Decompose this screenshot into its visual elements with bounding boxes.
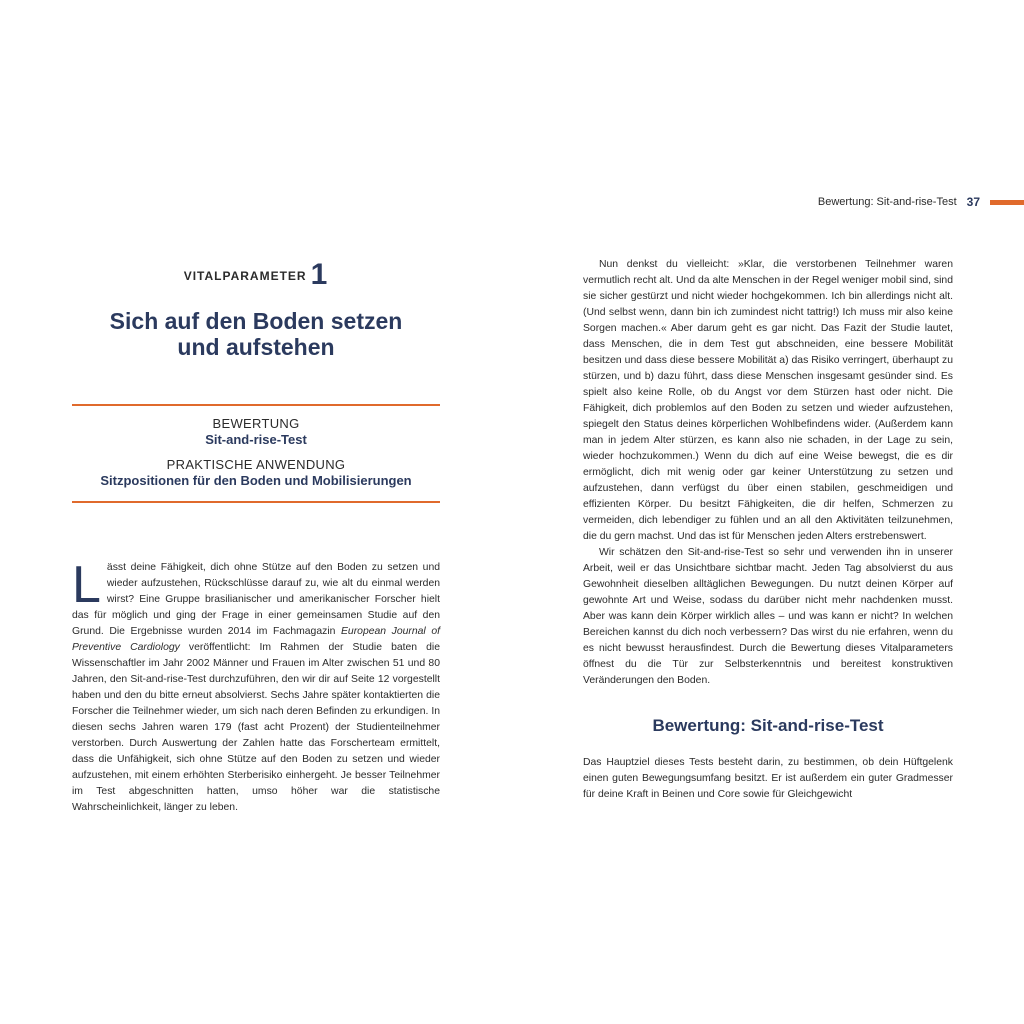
vital-parameter-label — [72, 258, 440, 292]
vital-parameter-number: 1 — [310, 258, 329, 291]
intro-paragraph — [72, 556, 440, 816]
infobox-bottom-rule — [72, 501, 440, 503]
right-column — [583, 257, 953, 803]
assessment-value: Sit-and-rise-Test — [205, 432, 307, 447]
chapter-title — [72, 308, 440, 360]
page-number: 37 — [966, 195, 980, 209]
intro-text-part-2: veröffentlicht: Im Rahmen der Studie baten die Wissenschaftler im Jahr 2002 Männer und Frauen im Alter zwischen 51 und 80 Jahren, den Sit-and-rise-Test durchzuführen, den wir dir auf Seite 12 vorgestellt haben und den du bitte erneut absolvierst. Sechs Jahre später kontaktierten die Forscher die Teilnehmer wieder, um sich nach deren Befinden zu erkundigen. In diesen sechs Jahren waren 179 (fast acht Prozent) der Studienteilnehmer verstorben. Durch Auswertung der Zahlen hatte das Forscherteam ermittelt, dass die Unfähigkeit, sich ohne Stütze auf den Boden zu setzen und wieder aufzustehen, mit einem erhöhten Sterberisiko einhergeht. Je besser Teilnehmer im Test abgeschnitten hatten, umso höher war die statistische Wahrscheinlichkeit, länger zu leben. — [72, 642, 440, 813]
chapter-title-line-1: Sich auf den Boden setzen — [109, 308, 403, 334]
running-head — [624, 194, 1024, 210]
infobox — [72, 406, 440, 489]
intro-text-part-1: ässt deine Fähigkeit, dich ohne Stütze auf den Boden zu setzen und wieder aufzustehen, Rückschlüsse darauf zu, wie alt du einmal werden wirst? Eine Gruppe brasilianischer und amerikanischer Forscher hielt das für möglich und ging der Frage in einer gemeinsamen Studie auf den Grund. Die Ergebnisse wurden 2014 im Fachmagazin — [72, 562, 440, 637]
page-accent-bar — [990, 200, 1024, 205]
body-paragraph-1: Nun denkst du vielleicht: »Klar, die verstorbenen Teilnehmer waren vermutlich recht alt. Und da alte Menschen in der Regel weniger mobil sind, sind sie sicher gestürzt und nicht wieder hochgekommen. Ich bin allerdings nicht alt. (Und selbst wenn, dann bin ich zumindest nicht tattrig!) Ich muss mir also keine Sorgen machen.« Aber darum geht es gar nicht. Das Fazit der Studie lautet, dass Menschen, die in dem Test gut abschneiden, eine bessere Mobilität besitzen und dass diese bessere Mobilität a) das Risiko verringert, überhaupt zu stürzen, und b) dazu führt, dass diese Menschen insgesamt gesünder sind. Es spielt also keine Rolle, ob du Angst vor dem Stürzen hast oder nicht. Die Fähigkeit, dich problemlos auf den Boden zu setzen und wieder aufzustehen, spiegelt den Status deines körperlichen Wohlbefindens wider. (Außerdem kann man in jedem Alter stürzen, es kann also nie schaden, in der Lage zu sein, wieder hochzukommen.) Wenn du dich auf eine Weise bewegst, die es dir ermöglicht, dich mit wenig oder gar keiner Unterstützung zu setzen und aufzustehen, dann verfügst du über einen stabilen, geschmeidigen und effizienten Körper. Du besitzt Fähigkeiten, die dir helfen, Schmerzen zu vermeiden, dich lebendiger zu fühlen und an all den Aktivitäten teilzunehmen, die du gern machst. Und das ist für Menschen jeden Alters erstrebenswert. — [583, 259, 953, 542]
drop-cap: L — [72, 556, 101, 614]
application-label: PRAKTISCHE ANWENDUNG — [166, 457, 346, 472]
running-title: Bewertung: Sit-and-rise-Test — [817, 196, 957, 208]
chapter-opener — [72, 258, 440, 503]
section-heading: Bewertung: Sit-and-rise-Test — [652, 716, 884, 735]
body-paragraph-3: Das Hauptziel dieses Tests besteht darin, zu bestimmen, ob dein Hüftgelenk einen guten Bewegungsumfang besitzt. Er ist außerdem ein guter Gradmesser für deine Kraft in Beinen und Core sowie für Gleichgewicht — [583, 757, 953, 800]
body-paragraph-2: Wir schätzen den Sit-and-rise-Test so sehr und verwenden ihn in unserer Arbeit, weil er das Unsichtbare sichtbar macht. Jeden Tag absolvierst du aus Gewohnheit dieselben alltäglichen Bewegungen. Du nutzt deinen Körper auf gewohnte Art und Weise, sodass du darüber nicht mehr nachdenken musst. Aber was kann dein Körper wirklich alles – und was kann er nicht? In welchen Bereichen kannst du dich noch verbessern? Das wirst du nie erfahren, wenn du es nicht bewusst herausfindest. Durch die Bewertung dieses Vitalparameters öffnest du die Tür zur Selbsterkenntnis und bereitest konstruktiven Veränderungen den Boden. — [583, 547, 953, 686]
vital-parameter-text: VITALPARAMETER — [183, 269, 307, 283]
journal-name: European Journal of Preventive Cardiology — [72, 626, 440, 653]
chapter-title-line-2: und aufstehen — [177, 334, 335, 360]
application-value: Sitzpositionen für den Boden und Mobilisierungen — [100, 473, 412, 488]
assessment-label: BEWERTUNG — [212, 416, 300, 431]
